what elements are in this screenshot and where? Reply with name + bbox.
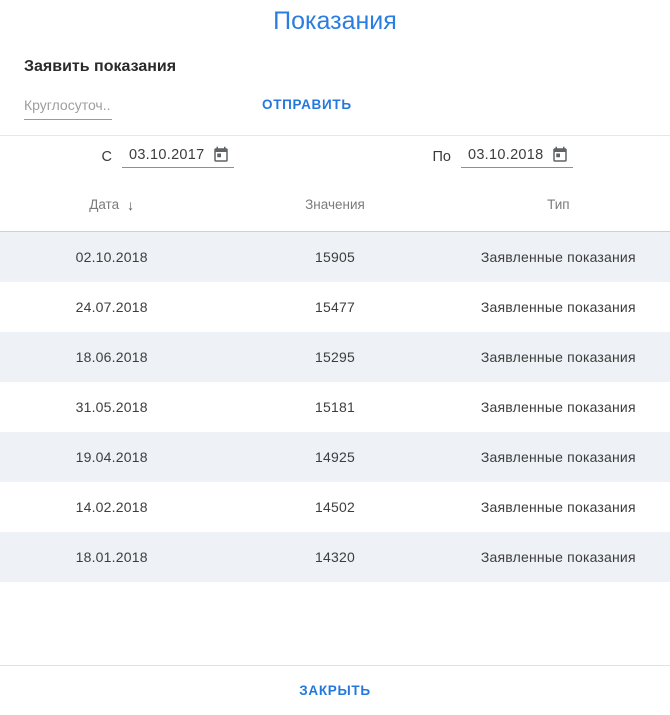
- cell-value: 14320: [315, 549, 355, 565]
- cell-value: 15295: [315, 349, 355, 365]
- page-title: Показания: [273, 7, 397, 35]
- dialog-footer: [0, 665, 670, 715]
- cell-type: Заявленные показания: [480, 249, 636, 265]
- empty-area: [0, 582, 670, 665]
- table-row: [0, 432, 670, 482]
- table-row: [0, 482, 670, 532]
- table-row: [0, 382, 670, 432]
- table-header-row: [0, 178, 670, 232]
- cell-value: 15477: [315, 299, 355, 315]
- date-from-label: С: [101, 149, 112, 165]
- calendar-icon[interactable]: [551, 146, 569, 164]
- date-to-field[interactable]: [461, 146, 573, 168]
- cell-value: 15905: [315, 249, 355, 265]
- cell-value: 14502: [315, 499, 355, 515]
- readings-table: [0, 232, 670, 582]
- submit-button[interactable]: ОТПРАВИТЬ: [262, 97, 352, 112]
- date-from-value: 03.10.2017: [128, 147, 205, 163]
- cell-type: Заявленные показания: [480, 499, 636, 515]
- cell-value: 14925: [315, 449, 355, 465]
- cell-type: Заявленные показания: [480, 399, 636, 415]
- cell-date: 02.10.2018: [75, 249, 148, 265]
- date-from-field[interactable]: [122, 146, 234, 168]
- cell-date: 19.04.2018: [75, 449, 148, 465]
- submit-reading-form: [0, 85, 670, 135]
- cell-date: 18.01.2018: [75, 549, 148, 565]
- cell-type: Заявленные показания: [480, 549, 636, 565]
- reading-input[interactable]: [24, 95, 112, 120]
- cell-type: Заявленные показания: [480, 349, 636, 365]
- date-to-value: 03.10.2018: [467, 147, 544, 163]
- column-header-date[interactable]: [0, 197, 223, 213]
- section-title: Заявить показания: [24, 58, 177, 75]
- cell-type: Заявленные показания: [480, 449, 636, 465]
- cell-date: 24.07.2018: [75, 299, 148, 315]
- close-button[interactable]: ЗАКРЫТЬ: [299, 683, 371, 698]
- date-to-group: [335, 146, 670, 168]
- date-filter-row: [0, 136, 670, 178]
- table-row: [0, 532, 670, 582]
- sort-descending-icon[interactable]: ↓: [127, 196, 135, 213]
- cell-date: 18.06.2018: [75, 349, 148, 365]
- date-to-label: По: [432, 149, 451, 165]
- cell-type: Заявленные показания: [480, 299, 636, 315]
- cell-value: 15181: [315, 399, 355, 415]
- column-header-date-label: Дата: [89, 197, 120, 212]
- cell-date: 14.02.2018: [75, 499, 148, 515]
- cell-date: 31.05.2018: [75, 399, 148, 415]
- calendar-icon[interactable]: [212, 146, 230, 164]
- table-row: [0, 282, 670, 332]
- table-row: [0, 332, 670, 382]
- table-row: [0, 232, 670, 282]
- column-header-value: Значения: [305, 197, 365, 212]
- date-from-group: [0, 146, 335, 168]
- column-header-type: Тип: [547, 197, 570, 212]
